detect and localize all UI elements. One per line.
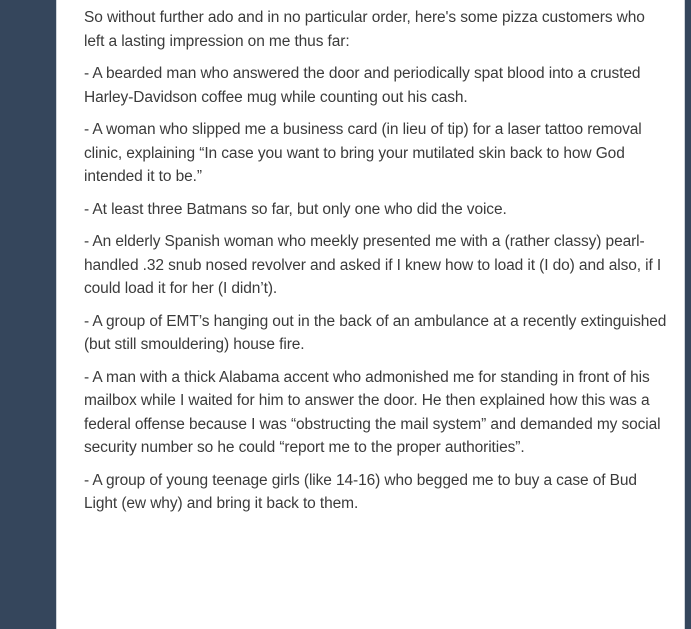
- list-item: - An elderly Spanish woman who meekly presented me with a (rather classy) pearl-handled .32 snub nosed revolver and asked if I knew how to load it (I do) and also, if I could load it for her (I didn’t).: [84, 233, 662, 297]
- list-item: - A group of young teenage girls (like 14-16) who begged me to buy a case of Bud Light (ew why) and bring it back to them.: [84, 471, 637, 512]
- list-item: - A bearded man who answered the door and periodically spat blood into a crusted Harley-Davidson coffee mug while counting out his cash.: [84, 65, 641, 106]
- list-item: - A woman who slipped me a business card (in lieu of tip) for a laser tattoo removal clinic, explaining “In case you want to bring your mutilated skin back to how God intended it to be.”: [84, 121, 642, 185]
- list-item: - At least three Batmans so far, but only one who did the voice.: [84, 200, 507, 218]
- post-card: [56, 0, 685, 629]
- post-intro: So without further ado and in no particular order, here's some pizza customers who left a lasting impression on me thus far:: [84, 9, 645, 50]
- list-item: - A man with a thick Alabama accent who admonished me for standing in front of his mailbox while I waited for him to answer the door. He then explained how this was a federal offense because I was “obstructing the mail system” and demanded my social security number so he could “report me to the proper authorities”.: [84, 368, 661, 456]
- list-item: - A group of EMT’s hanging out in the back of an ambulance at a recently extinguished (but still smouldering) house fire.: [84, 312, 667, 353]
- post-body: [84, 0, 669, 525]
